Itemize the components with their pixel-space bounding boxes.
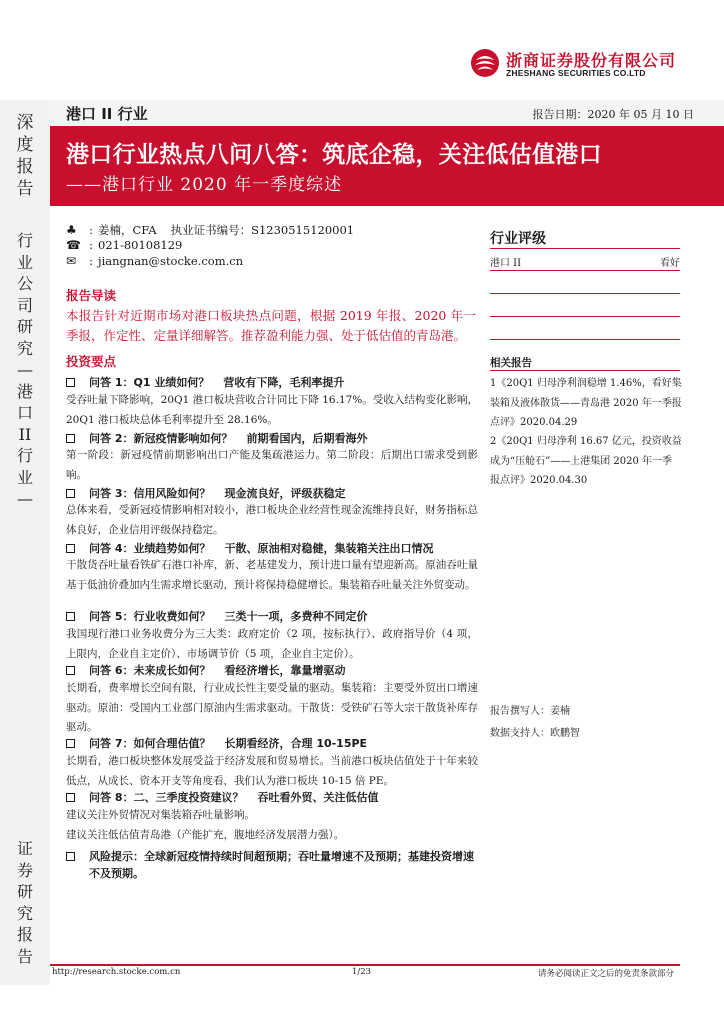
footer-url[interactable]: http://research.stocke.com.cn [52,967,181,977]
checkbox-bullet-icon [66,489,75,498]
rating-value: 看好 [660,258,680,269]
company-name-cn: 浙商证券股份有限公司 [506,51,677,70]
checkbox-bullet-icon [66,739,75,748]
related-divider [490,370,680,371]
company-logo [470,48,680,82]
page-number: 1/23 [352,967,372,977]
qa-4-body: 干散货吞吐量看铁矿石港口补库，新、老基建发力，预计进口量有望迎新高。原油吞吐量基于低油价叠加内生需求增长驱动，预计将保持稳健增长。集装箱吞吐量关注外贸变动。 [66,559,478,591]
related-report-item[interactable]: 2《20Q1 归母净利 16.67 亿元，投资收益成为“压舱石”——上港集团 2020 年一季报点评》2020.04.30 [490,436,682,486]
footer-disclaimer: 请务必阅读正文之后的免责条款部分 [537,969,674,979]
related-report-item[interactable]: 1《20Q1 归母净利润稳增 1.46%，看好集装箱及液体散货——青岛港 2020 年一季报点评》2020.04.29 [490,378,682,428]
checkbox-bullet-icon [66,434,75,443]
person-icon: ♣ [66,223,77,237]
checkbox-bullet-icon [66,544,75,553]
qa-3-question: 问答 3：信用风险如何？ 现金流良好，评级获稳定 [66,485,482,501]
qa-1-body: 受吞吐量下降影响，20Q1 港口板块营收合计同比下降 16.17%。受收入结构变化影响，20Q1 港口板块总体毛利率提升至 28.16%。 [66,394,478,426]
report-date: 报告日期：2020 年 05 月 10 日 [532,108,694,121]
qa-8-question: 问答 8：二、三季度投资建议？ 吞吐看外贸、关注低估值 [66,789,482,805]
author-name-row: ♣ : 姜楠，CFA 执业证书编号：S1230515120001 [66,223,355,237]
checkbox-bullet-icon [66,852,75,861]
rating-divider [490,248,680,249]
related-reports-heading: 相关报告 [490,357,532,369]
qa-7-question: 问答 7：如何合理估值？ 长期看经济，合理 10-15PE [66,735,482,751]
footer-divider [50,964,680,966]
rating-divider [490,270,680,271]
license-number: 执业证书编号：S1230515120001 [170,223,355,237]
author-phone-row: ☎ : 021-80108129 [66,238,183,252]
qa-5-body: 我国现行港口业务收费分为三大类：政府定价（2 项，按标执行）、政府指导价（4 项，上限内，企业自主定价）、市场调节价（5 项，企业自主定价）。 [66,628,478,660]
report-subtitle: ——港口行业 2020 年一季度综述 [66,175,343,195]
rating-industry: 港口 II [490,258,522,269]
rating-divider [490,316,680,317]
checkbox-bullet-icon [66,666,75,675]
qa-6-body: 长期看，费率增长空间有限，行业成长性主要受量的驱动。集装箱：主要受外贸出口增速驱动。原油：受国内工业部门原油内生需求驱动。干散货：受铁矿石等大宗干散货补库存驱动。 [66,682,478,733]
rating-divider [490,339,680,340]
risk-warning: 风险提示：全球新冠疫情持续时间超预期；吞吐量增速不及预期；基建投资增速不及预期。 [66,848,478,882]
rating-row [490,254,680,269]
report-writer: 报告撰写人：姜楠 [490,706,570,717]
author-phone: 021-80108129 [98,238,183,252]
qa-2-question: 问答 2：新冠疫情影响如何？ 前期看国内，后期看海外 [66,430,482,446]
qa-4-question: 问答 4：业绩趋势如何？ 干散、原油相对稳健，集装箱关注出口情况 [66,540,482,556]
checkbox-bullet-icon [66,793,75,802]
company-name-en: ZHESHANG SECURITIES CO.LTD [506,68,646,78]
qa-5-question: 问答 5：行业收费如何？ 三类十一项，多费种不同定价 [66,608,482,624]
side-label-category: 行 业 公 司 研 究 — 港 口 II 行 业 — [16,231,33,508]
checkbox-bullet-icon [66,612,75,621]
rating-heading: 行业评级 [490,231,546,247]
rating-divider [490,293,680,294]
intro-heading: 报告导读 [66,288,117,303]
author-email-row: ✉ : jiangnan@stocke.com.cn [66,254,244,268]
data-support: 数据支持人：欧鹏智 [490,728,580,739]
section-title: 港口 II 行业 [66,105,148,123]
author-email[interactable]: jiangnan@stocke.com.cn [98,254,244,268]
qa-8-body: 建议关注外贸情况对集装箱吞吐量影响。 建议关注低估值青岛港（产能扩充，腹地经济发展潜力强）。 [66,809,345,841]
zheshang-logo-icon [470,48,500,78]
key-points-heading: 投资要点 [66,354,117,369]
qa-6-question: 问答 6：未来成长如何？ 看经济增长，靠量增驱动 [66,662,482,678]
report-title: 港口行业热点八问八答：筑底企稳，关注低估值港口 [66,142,602,168]
qa-1-question: 问答 1：Q1 业绩如何？ 营收有下降，毛利率提升 [66,374,482,390]
phone-icon: ☎ [66,238,81,252]
intro-text: 本报告针对近期市场对港口板块热点问题，根据 2019 年报、2020 年一季报，作定性、定量详细解答。推荐盈利能力强、处于低估值的青岛港。 [66,308,476,343]
qa-7-body: 长期看，港口板块整体发展受益于经济发展和贸易增长。当前港口板块估值处于十年来较低点，从成长、资本开支等角度看，我们认为港口板块 10-15 倍 PE。 [66,755,478,787]
checkbox-bullet-icon [66,378,75,387]
side-label-report-type: 深 度 报 告 [16,113,34,199]
side-label-research: 证 券 研 究 报 告 [16,839,33,966]
mail-icon: ✉ [66,254,77,268]
qa-2-body: 第一阶段：新冠疫情前期影响出口产能及集疏港运力。第二阶段：后期出口需求受到影响。 [66,449,478,481]
qa-3-body: 总体来看，受新冠疫情影响相对较小，港口板块企业经营性现金流维持良好，财务指标总体良好，企业信用评级保持稳定。 [66,504,478,536]
